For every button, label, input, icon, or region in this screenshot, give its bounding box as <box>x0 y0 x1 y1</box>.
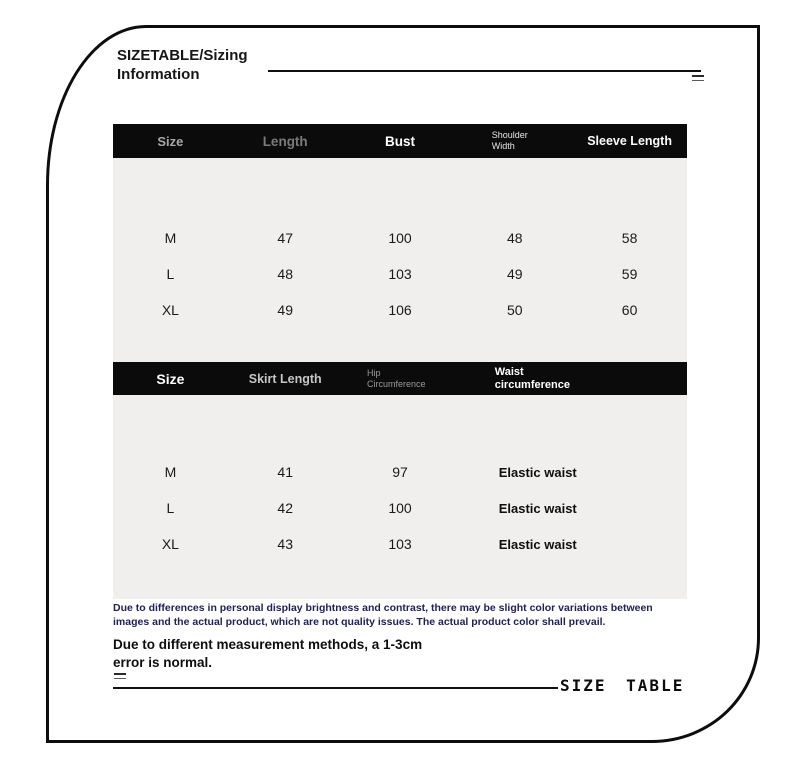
top-table-body <box>113 158 687 362</box>
cell-size: L <box>166 266 175 282</box>
cell-sleeve: 60 <box>621 302 638 318</box>
top-header-sleeve-length: Sleeve Length <box>587 134 672 148</box>
cell-shoulder: 50 <box>507 302 523 318</box>
cell-size: L <box>166 500 175 516</box>
title-divider-line <box>268 70 701 72</box>
measurement-disclaimer-note: Due to different measurement methods, a 1-3cm error is normal. <box>113 637 423 670</box>
bottom-header-skirt-length: Skirt Length <box>248 371 322 386</box>
cell-hip: 100 <box>388 500 412 516</box>
table-row <box>113 526 687 562</box>
top-header-shoulder-width: Shoulder Width <box>491 130 528 151</box>
cell-length: 48 <box>277 266 293 282</box>
top-table-header <box>113 124 687 158</box>
table-row <box>113 220 687 256</box>
cell-hip: 97 <box>392 464 408 480</box>
cell-bust: 103 <box>388 266 412 282</box>
cell-waist: Elastic waist <box>498 536 577 552</box>
bottom-header-waist-circumference: Waist circumference <box>494 366 570 391</box>
cell-size: XL <box>161 302 179 318</box>
footer-size-table-label: SIZE TABLE <box>560 676 685 695</box>
cell-waist: Elastic waist <box>498 464 577 480</box>
cell-hip: 103 <box>388 536 412 552</box>
cell-size: M <box>164 230 177 246</box>
equals-mark-icon <box>114 673 126 679</box>
cell-skirt: 41 <box>277 464 293 480</box>
cell-sleeve: 58 <box>621 230 638 246</box>
cell-size: XL <box>161 536 179 552</box>
cell-shoulder: 49 <box>507 266 523 282</box>
cell-bust: 106 <box>388 302 412 318</box>
bottom-header-size: Size <box>156 370 185 387</box>
page-title-line2: Information <box>117 66 200 83</box>
table-row <box>113 490 687 526</box>
bottom-table-header <box>113 362 687 395</box>
cell-skirt: 43 <box>277 536 293 552</box>
table-row <box>113 454 687 490</box>
top-header-size: Size <box>157 133 184 149</box>
cell-size: M <box>164 464 177 480</box>
cell-length: 47 <box>277 230 293 246</box>
equals-mark-icon <box>692 75 704 81</box>
page-title-line1: SIZETABLE/Sizing <box>117 47 248 64</box>
bottom-header-hip-circumference: Hip Circumference <box>366 367 426 389</box>
table-row <box>113 292 687 328</box>
bottom-table-body <box>113 395 687 599</box>
page-title <box>117 46 248 84</box>
table-row <box>113 256 687 292</box>
footer-divider-line <box>113 687 558 689</box>
cell-shoulder: 48 <box>507 230 523 246</box>
cell-bust: 100 <box>388 230 412 246</box>
cell-length: 49 <box>277 302 293 318</box>
cell-waist: Elastic waist <box>498 500 577 516</box>
color-disclaimer-note: Due to differences in personal display brightness and contrast, there may be slight color variations between images and the actual product, which are not quality issues. The actual product color shall prevail. <box>113 602 653 628</box>
top-header-bust: Bust <box>384 133 415 149</box>
cell-sleeve: 59 <box>621 266 638 282</box>
cell-skirt: 42 <box>277 500 293 516</box>
top-header-length: Length <box>262 133 308 149</box>
